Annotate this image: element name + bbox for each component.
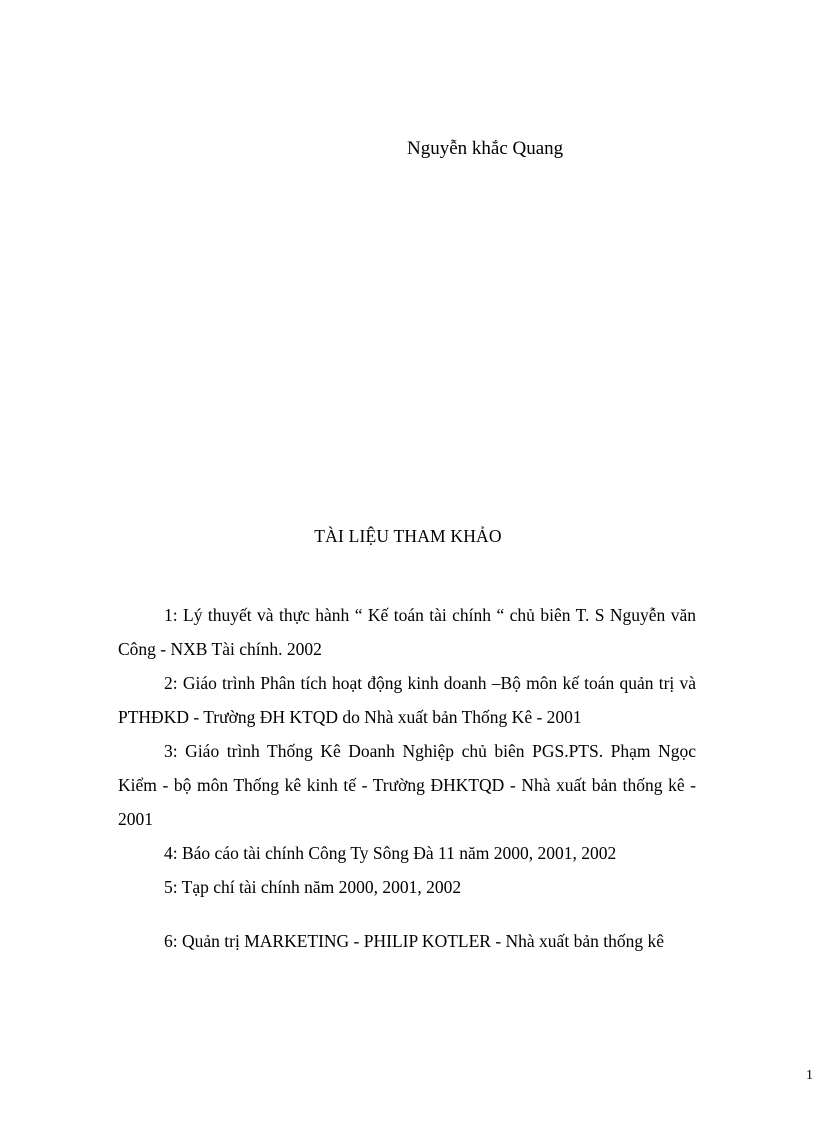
page-number: 1 [806, 1068, 813, 1083]
section-heading: TÀI LIỆU THAM KHẢO [314, 526, 502, 546]
reference-item: 5: Tạp chí tài chính năm 2000, 2001, 2002 [164, 877, 462, 897]
reference-item: 1: Lý thuyết và thực hành “ Kế toán tài chính “ chủ biên T. S Nguyễn văn Công - NXB Tài chính. 2002 [118, 605, 696, 659]
reference-item: 3: Giáo trình Thống Kê Doanh Nghiệp chủ biên PGS.PTS. Phạm Ngọc Kiểm - bộ môn Thống kê kinh tế - Trường ĐHKTQD - Nhà xuất bản thống kê - 2001 [118, 741, 696, 829]
author-name: Nguyễn khắc Quang [407, 138, 564, 159]
reference-list [118, 598, 696, 958]
reference-item: 6: Quản trị MARKETING - PHILIP KOTLER - Nhà xuất bản thống kê [164, 931, 664, 951]
reference-item: 4: Báo cáo tài chính Công Ty Sông Đà 11 năm 2000, 2001, 2002 [164, 843, 617, 863]
reference-item: 2: Giáo trình Phân tích hoạt động kinh doanh –Bộ môn kế toán quản trị và PTHĐKD - Trường ĐH KTQD do Nhà xuất bản Thống Kê - 2001 [118, 673, 696, 727]
